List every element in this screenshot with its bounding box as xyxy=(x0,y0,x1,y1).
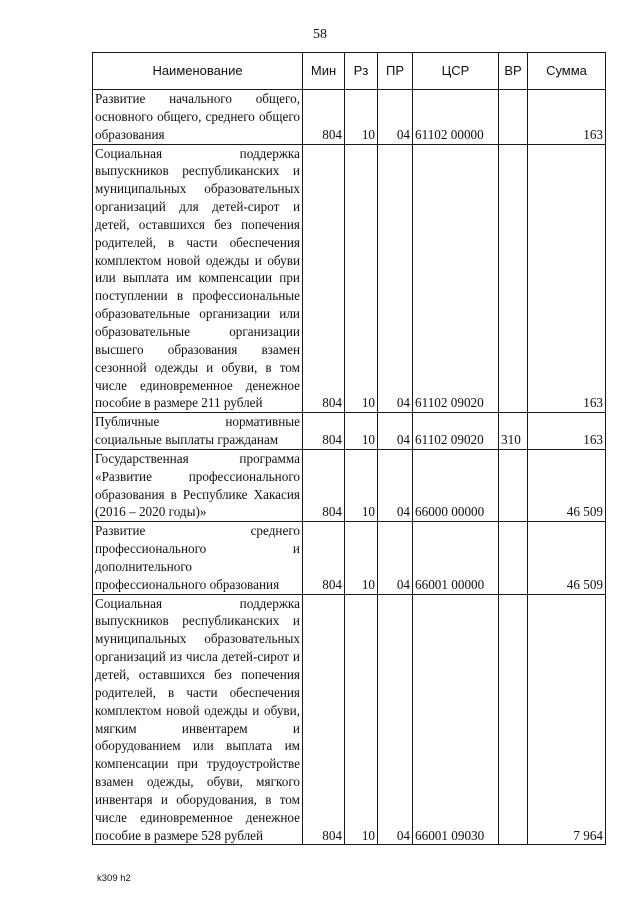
page-number: 58 xyxy=(313,27,327,42)
table-row xyxy=(93,594,606,845)
table-row xyxy=(93,522,606,594)
row-pr: 04 xyxy=(378,594,413,845)
row-vr xyxy=(499,144,528,413)
row-rz: 10 xyxy=(345,144,378,413)
header-name: Наименование xyxy=(93,53,303,90)
row-name: Развитие начального общего, основного общего, среднего общего образования xyxy=(93,90,303,145)
row-sum: 163 xyxy=(528,144,606,413)
header-pr: ПР xyxy=(378,53,413,90)
row-min: 804 xyxy=(303,449,345,521)
table-row xyxy=(93,144,606,413)
row-csr: 66000 00000 xyxy=(413,449,499,521)
row-vr xyxy=(499,449,528,521)
row-vr xyxy=(499,90,528,145)
row-name: Публичные нормативные социальные выплаты гражданам xyxy=(93,413,303,450)
header-vr: ВР xyxy=(499,53,528,90)
row-pr: 04 xyxy=(378,522,413,594)
row-sum: 7 964 xyxy=(528,594,606,845)
row-rz: 10 xyxy=(345,594,378,845)
table-row xyxy=(93,449,606,521)
row-vr xyxy=(499,594,528,845)
row-csr: 61102 09020 xyxy=(413,413,499,450)
budget-table xyxy=(92,52,606,845)
row-sum: 163 xyxy=(528,413,606,450)
row-min: 804 xyxy=(303,90,345,145)
row-csr: 61102 09020 xyxy=(413,144,499,413)
row-rz: 10 xyxy=(345,449,378,521)
row-vr: 310 xyxy=(499,413,528,450)
row-min: 804 xyxy=(303,413,345,450)
header-sum: Сумма xyxy=(528,53,606,90)
table-row xyxy=(93,413,606,450)
header-csr: ЦСР xyxy=(413,53,499,90)
row-pr: 04 xyxy=(378,449,413,521)
row-rz: 10 xyxy=(345,413,378,450)
row-rz: 10 xyxy=(345,90,378,145)
row-name: Социальная поддержка выпускников республиканских и муниципальных образовательных организаций для детей-сирот и детей, оставшихся без попечения родителей, в части обеспечения комплектом новой одежды и обуви или выплата им компенсации при поступлении в профессиональные образовательные организации или образовательные организации высшего образования взамен сезонной одежды и обуви, в том числе единовременное денежное пособие в размере 211 рублей xyxy=(93,144,303,413)
row-sum: 46 509 xyxy=(528,449,606,521)
table-row xyxy=(93,90,606,145)
row-sum: 46 509 xyxy=(528,522,606,594)
row-sum: 163 xyxy=(528,90,606,145)
row-min: 804 xyxy=(303,144,345,413)
row-name: Государственная программа «Развитие профессионального образования в Республике Хакасия (2016 – 2020 годы)» xyxy=(93,449,303,521)
row-csr: 66001 00000 xyxy=(413,522,499,594)
header-rz: Рз xyxy=(345,53,378,90)
row-pr: 04 xyxy=(378,144,413,413)
row-pr: 04 xyxy=(378,90,413,145)
footer-code: k309 h2 xyxy=(97,873,131,884)
row-csr: 66001 09030 xyxy=(413,594,499,845)
row-rz: 10 xyxy=(345,522,378,594)
row-name: Социальная поддержка выпускников республиканских и муниципальных образовательных организаций из числа детей-сирот и детей, оставшихся без попечения родителей, в части обеспечения комплектом новой одежды и обуви, мягким инвентарем и оборудованием или выплата им компенсации при трудоустройстве взамен одежды, обуви, мягкого инвентаря и оборудования, в том числе единовременное денежное пособие в размере 528 рублей xyxy=(93,594,303,845)
row-pr: 04 xyxy=(378,413,413,450)
row-min: 804 xyxy=(303,594,345,845)
table-header-row xyxy=(93,53,606,90)
row-name: Развитие среднего профессионального и дополнительного профессионального образования xyxy=(93,522,303,594)
row-vr xyxy=(499,522,528,594)
header-min: Мин xyxy=(303,53,345,90)
row-min: 804 xyxy=(303,522,345,594)
row-csr: 61102 00000 xyxy=(413,90,499,145)
